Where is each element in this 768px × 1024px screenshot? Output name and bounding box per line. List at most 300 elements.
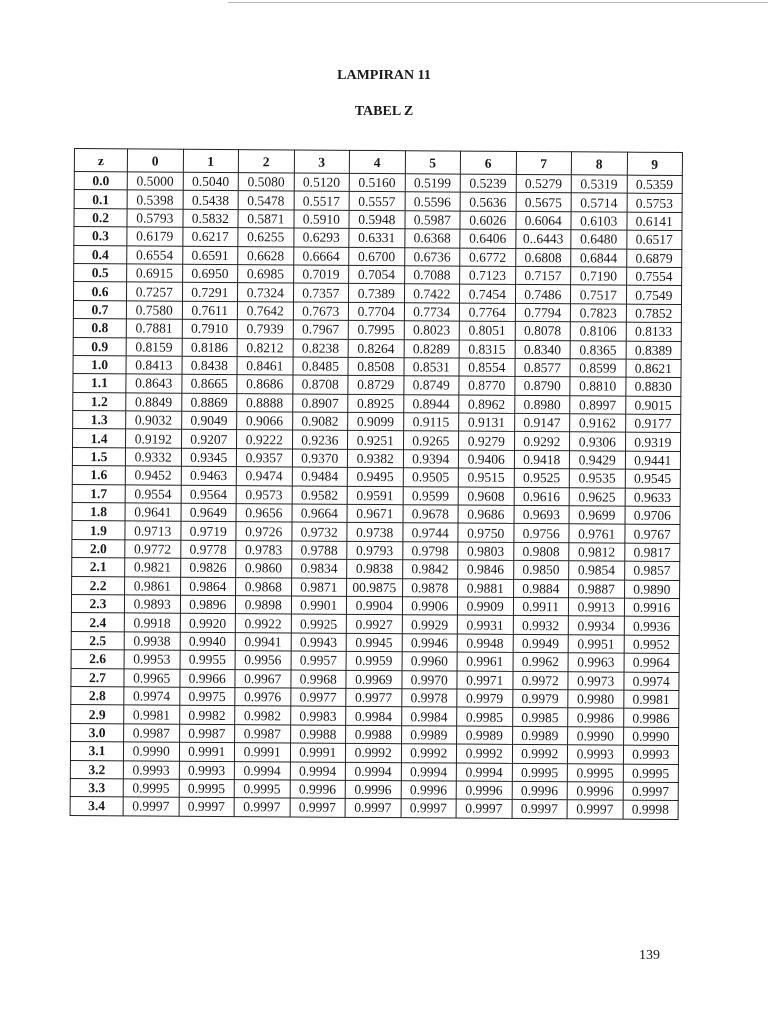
probability-cell: 0.9292 — [514, 432, 570, 451]
probability-cell: 0.9015 — [625, 396, 681, 415]
probability-cell: 0.6331 — [349, 228, 405, 247]
probability-cell: 0.9664 — [292, 504, 348, 523]
probability-cell: 0.9495 — [347, 468, 403, 487]
probability-cell: 0.9893 — [124, 595, 180, 614]
probability-cell: 0.8749 — [403, 376, 459, 395]
probability-cell: 0.9857 — [624, 561, 680, 580]
z-table — [70, 148, 683, 820]
probability-cell: 0.9846 — [458, 560, 514, 579]
probability-cell: 0.9991 — [290, 743, 346, 762]
probability-cell: 0.9864 — [180, 577, 236, 596]
probability-cell: 0.9988 — [346, 725, 402, 744]
probability-cell: 0.9968 — [290, 669, 346, 688]
probability-cell: 0.9871 — [291, 578, 347, 597]
probability-cell: 0.7823 — [570, 304, 626, 323]
z-value-cell: 1.1 — [73, 374, 126, 393]
probability-cell: 0.9997 — [623, 782, 679, 801]
probability-cell: 0.9977 — [290, 688, 346, 707]
probability-cell: 0.8133 — [626, 322, 682, 341]
probability-cell: 0.9963 — [568, 653, 624, 672]
table-title: TABEL Z — [354, 104, 414, 119]
probability-cell: 0.9955 — [180, 650, 236, 669]
table-body — [70, 172, 682, 820]
probability-cell: 0.5398 — [127, 190, 183, 209]
probability-cell: 0.9993 — [567, 745, 623, 764]
probability-cell: 0.9066 — [237, 412, 293, 431]
probability-cell: 0.9115 — [403, 413, 459, 432]
probability-cell: 0.9981 — [124, 705, 180, 724]
probability-cell: 0.9726 — [236, 522, 292, 541]
probability-cell: 0.9982 — [179, 706, 235, 725]
probability-cell: 0.8790 — [514, 377, 570, 396]
probability-cell: 0.9772 — [125, 540, 181, 559]
probability-cell: 0.6406 — [460, 229, 516, 248]
probability-cell: 0.9678 — [403, 505, 459, 524]
probability-cell: 0.9993 — [123, 760, 179, 779]
header-z: z — [74, 149, 127, 172]
probability-cell: 0.9909 — [457, 597, 513, 616]
probability-cell: 0.8708 — [292, 375, 348, 394]
probability-cell: 0.5753 — [627, 194, 683, 213]
probability-cell: 0.9633 — [625, 488, 681, 507]
header-col-1: 1 — [183, 149, 239, 172]
probability-cell: 0.9913 — [568, 598, 624, 617]
probability-cell: 0.9793 — [347, 541, 403, 560]
probability-cell: 0.8980 — [514, 395, 570, 414]
probability-cell: 0.9441 — [625, 451, 681, 470]
probability-cell: 0.9319 — [625, 433, 681, 452]
probability-cell: 0.9671 — [347, 504, 403, 523]
probability-cell: 0.9713 — [125, 521, 181, 540]
z-value-cell: 1.0 — [73, 355, 126, 374]
probability-cell: 0.9993 — [179, 761, 235, 780]
probability-cell: 0.8599 — [570, 359, 626, 378]
probability-cell: 0.9946 — [402, 633, 458, 652]
probability-cell: 0.9838 — [347, 560, 403, 579]
probability-cell: 0.9192 — [126, 429, 182, 448]
probability-cell: 0.8577 — [514, 358, 570, 377]
probability-cell: 0.9984 — [401, 707, 457, 726]
probability-cell: 0.9177 — [625, 414, 681, 433]
probability-cell: 0.5040 — [183, 172, 239, 191]
probability-cell: 0.6517 — [626, 230, 682, 249]
probability-cell: 0.9803 — [458, 542, 514, 561]
probability-cell: 0.5239 — [460, 174, 516, 193]
probability-cell: 0.8997 — [570, 395, 626, 414]
probability-cell: 0.6554 — [127, 245, 183, 264]
probability-cell: 0.8830 — [625, 377, 681, 396]
probability-cell: 0.7190 — [571, 267, 627, 286]
probability-cell: 0.9850 — [513, 561, 569, 580]
probability-cell: 0.9918 — [124, 613, 180, 632]
probability-cell: 0.9854 — [569, 561, 625, 580]
z-value-cell: 3.0 — [71, 723, 124, 742]
probability-cell: 0.6879 — [626, 249, 682, 268]
z-value-cell: 3.3 — [70, 778, 123, 797]
probability-cell: 0.9878 — [402, 578, 458, 597]
probability-cell: 0.8365 — [570, 340, 626, 359]
probability-cell: 0.9959 — [346, 651, 402, 670]
probability-cell: 0.8315 — [459, 340, 515, 359]
probability-cell: 0.8186 — [182, 338, 238, 357]
probability-cell: 0.9920 — [180, 614, 236, 633]
probability-cell: 0.5596 — [405, 192, 461, 211]
probability-cell: 0.8665 — [181, 375, 237, 394]
probability-cell: 0.9994 — [234, 761, 290, 780]
probability-cell: 0.9625 — [569, 487, 625, 506]
probability-cell: 0.7910 — [182, 319, 238, 338]
header-col-3: 3 — [294, 150, 350, 173]
probability-cell: 0.9996 — [401, 781, 457, 800]
probability-cell: 0.9916 — [624, 598, 680, 617]
scan-top-edge — [228, 2, 768, 3]
probability-cell: 0.8289 — [404, 339, 460, 358]
z-value-cell: 0.1 — [74, 190, 127, 209]
probability-cell: 0.9987 — [179, 724, 235, 743]
probability-cell: 0.5636 — [460, 192, 516, 211]
probability-cell: 0.9484 — [292, 467, 348, 486]
probability-cell: 0.5000 — [127, 172, 183, 191]
probability-cell: 0.8621 — [625, 359, 681, 378]
page-number: 139 — [639, 948, 660, 963]
probability-cell: 0.7257 — [126, 282, 182, 301]
probability-cell: 0.9957 — [291, 651, 347, 670]
z-value-cell: 1.4 — [73, 429, 126, 448]
probability-cell: 0.6480 — [571, 230, 627, 249]
probability-cell: 0.5279 — [516, 174, 572, 193]
probability-cell: 0.9207 — [181, 430, 237, 449]
probability-cell: 0.9778 — [180, 540, 236, 559]
probability-cell: 0.5793 — [127, 209, 183, 228]
z-value-cell: 3.2 — [70, 760, 123, 779]
probability-cell: 0.7967 — [293, 320, 349, 339]
z-value-cell: 1.2 — [73, 392, 126, 411]
probability-cell: 0.9997 — [290, 798, 346, 817]
probability-cell: 0.9992 — [401, 744, 457, 763]
probability-cell: 0.9989 — [457, 726, 513, 745]
probability-cell: 0.6985 — [238, 265, 294, 284]
probability-cell: 0.9991 — [179, 742, 235, 761]
probability-cell: 0.7881 — [126, 319, 182, 338]
probability-cell: 0.9821 — [125, 558, 181, 577]
probability-cell: 0.9986 — [568, 708, 624, 727]
probability-cell: 0.9982 — [235, 706, 291, 725]
probability-cell: 0.9984 — [346, 707, 402, 726]
probability-cell: 0.9788 — [291, 541, 347, 560]
z-value-cell: 3.1 — [70, 742, 123, 761]
probability-cell: 00.9875 — [347, 578, 403, 597]
probability-cell: 0.8078 — [515, 322, 571, 341]
probability-cell: 0.6844 — [571, 248, 627, 267]
probability-cell: 0.9993 — [623, 745, 679, 764]
probability-cell: 0.9394 — [403, 450, 459, 469]
z-value-cell: 1.9 — [72, 521, 125, 540]
probability-cell: 0.9932 — [513, 616, 569, 635]
probability-cell: 0.9992 — [512, 745, 568, 764]
probability-cell: 0.9505 — [403, 468, 459, 487]
probability-cell: 0.9995 — [512, 763, 568, 782]
probability-cell: 0.9861 — [125, 576, 181, 595]
z-value-cell: 0.3 — [74, 227, 127, 246]
probability-cell: 0.9798 — [402, 541, 458, 560]
probability-cell: 0.6217 — [182, 227, 238, 246]
probability-cell: 0.7554 — [626, 267, 682, 286]
probability-cell: 0.9951 — [568, 635, 624, 654]
probability-cell: 0.7517 — [570, 285, 626, 304]
probability-cell: 0.9995 — [179, 779, 235, 798]
probability-cell: 0.9357 — [236, 448, 292, 467]
probability-cell: 0.9649 — [181, 503, 237, 522]
probability-cell: 0.6772 — [460, 248, 516, 267]
appendix-heading: LAMPIRAN 11 — [337, 68, 431, 83]
probability-cell: 0.9994 — [290, 761, 346, 780]
probability-cell: 0.9987 — [124, 724, 180, 743]
probability-cell: 0.9952 — [624, 635, 680, 654]
probability-cell: 0.9898 — [235, 596, 291, 615]
z-value-cell: 2.1 — [72, 558, 125, 577]
probability-cell: 0.8413 — [126, 356, 182, 375]
probability-cell: 0.9332 — [125, 448, 181, 467]
z-value-cell: 3.4 — [70, 797, 123, 816]
z-value-cell: 2.0 — [72, 539, 125, 558]
probability-cell: 0.9738 — [347, 523, 403, 542]
probability-cell: 0.9970 — [401, 670, 457, 689]
probability-cell: 0.9236 — [292, 430, 348, 449]
probability-cell: 0.9992 — [456, 744, 512, 763]
probability-cell: 0.9997 — [567, 800, 623, 819]
probability-cell: 0.9761 — [569, 524, 625, 543]
probability-cell: 0.9978 — [401, 689, 457, 708]
probability-cell: 0.9941 — [235, 632, 291, 651]
probability-cell: 0.9406 — [458, 450, 514, 469]
probability-cell: 0.9582 — [292, 486, 348, 505]
probability-cell: 0.6628 — [238, 246, 294, 265]
probability-cell: 0.8264 — [348, 339, 404, 358]
probability-cell: 0.6591 — [182, 246, 238, 265]
probability-cell: 0.9990 — [568, 727, 624, 746]
probability-cell: 0.9554 — [125, 484, 181, 503]
probability-cell: 0.9911 — [513, 597, 569, 616]
probability-cell: 0.9997 — [123, 797, 179, 816]
z-value-cell: 0.6 — [73, 282, 126, 301]
probability-cell: 0.9987 — [235, 724, 291, 743]
probability-cell: 0.9996 — [290, 780, 346, 799]
probability-cell: 0.9973 — [568, 671, 624, 690]
probability-cell: 0.5987 — [404, 210, 460, 229]
probability-cell: 0.8051 — [459, 321, 515, 340]
probability-cell: 0.6368 — [404, 229, 460, 248]
probability-cell: 0.6700 — [349, 247, 405, 266]
probability-cell: 0.8238 — [293, 338, 349, 357]
probability-cell: 0.8869 — [181, 393, 237, 412]
probability-cell: 0.9535 — [569, 469, 625, 488]
probability-cell: 0.9996 — [512, 781, 568, 800]
probability-cell: 0.5517 — [294, 191, 350, 210]
probability-cell: 0.9989 — [401, 725, 457, 744]
z-value-cell: 0.4 — [74, 245, 127, 264]
probability-cell: 0.7995 — [348, 320, 404, 339]
probability-cell: 0.8389 — [626, 341, 682, 360]
z-value-cell: 2.9 — [71, 705, 124, 724]
probability-cell: 0.7642 — [237, 301, 293, 320]
probability-cell: 0.5319 — [571, 175, 627, 194]
probability-cell: 0.5160 — [349, 173, 405, 192]
probability-cell: 0.8729 — [348, 376, 404, 395]
probability-cell: 0.9995 — [234, 779, 290, 798]
probability-cell: 0.9082 — [292, 412, 348, 431]
probability-cell: 0.9418 — [514, 450, 570, 469]
probability-cell: 0.9049 — [181, 411, 237, 430]
probability-cell: 0.5359 — [627, 175, 683, 194]
z-value-cell: 2.7 — [71, 668, 124, 687]
probability-cell: 0.9976 — [235, 688, 291, 707]
z-value-cell: 0.2 — [74, 208, 127, 227]
probability-cell: 0.8554 — [459, 358, 515, 377]
z-value-cell: 2.3 — [71, 594, 124, 613]
probability-cell: 0.9998 — [623, 800, 679, 819]
probability-cell: 0.9834 — [291, 559, 347, 578]
probability-cell: 0.9996 — [567, 782, 623, 801]
z-value-cell: 2.6 — [71, 650, 124, 669]
probability-cell: 0.7019 — [293, 265, 349, 284]
probability-cell: 0.7454 — [459, 284, 515, 303]
probability-cell: 0.9608 — [458, 487, 514, 506]
probability-cell: 0.9979 — [512, 689, 568, 708]
probability-cell: 0.9306 — [570, 432, 626, 451]
probability-cell: 0.9616 — [514, 487, 570, 506]
probability-cell: 0.7939 — [237, 320, 293, 339]
probability-cell: 0.9977 — [346, 688, 402, 707]
probability-cell: 0.9474 — [236, 467, 292, 486]
header-col-7: 7 — [516, 151, 572, 174]
probability-cell: 0.8212 — [237, 338, 293, 357]
probability-cell: 0.7157 — [515, 266, 571, 285]
probability-cell: 0.8106 — [570, 322, 626, 341]
probability-cell: 0.9922 — [235, 614, 291, 633]
probability-cell: 0.9693 — [514, 505, 570, 524]
header-col-0: 0 — [127, 149, 183, 172]
z-value-cell: 1.8 — [72, 503, 125, 522]
probability-cell: 0.9545 — [625, 469, 681, 488]
probability-cell: 0.8023 — [404, 321, 460, 340]
probability-cell: 0.6950 — [182, 264, 238, 283]
probability-cell: 0.7611 — [182, 301, 238, 320]
probability-cell: 0.9995 — [567, 763, 623, 782]
probability-cell: 0.9953 — [124, 650, 180, 669]
probability-cell: 0.9967 — [235, 669, 291, 688]
probability-cell: 0.9641 — [125, 503, 181, 522]
probability-cell: 0.8962 — [459, 395, 515, 414]
probability-cell: 0.8944 — [403, 394, 459, 413]
probability-cell: 0.9099 — [348, 412, 404, 431]
probability-cell: 0.9906 — [402, 597, 458, 616]
probability-cell: 0.7486 — [515, 285, 571, 304]
header-col-6: 6 — [460, 151, 516, 174]
probability-cell: 0.8438 — [182, 356, 238, 375]
probability-cell: 0.5199 — [405, 174, 461, 193]
probability-cell: 0.7764 — [459, 303, 515, 322]
probability-cell: 0.9699 — [569, 506, 625, 525]
probability-cell: 0.8508 — [348, 357, 404, 376]
probability-cell: 0.9997 — [401, 799, 457, 818]
probability-cell: 0.9251 — [348, 431, 404, 450]
probability-cell: 0.9515 — [458, 468, 514, 487]
probability-cell: 0.9732 — [291, 522, 347, 541]
probability-cell: 0.9997 — [512, 800, 568, 819]
probability-cell: 0.6664 — [293, 247, 349, 266]
probability-cell: 0.9452 — [125, 466, 181, 485]
probability-cell: 0.9997 — [456, 799, 512, 818]
probability-cell: 0.6179 — [127, 227, 183, 246]
probability-cell: 0.5675 — [516, 193, 572, 212]
probability-cell: 0.9904 — [346, 596, 402, 615]
probability-cell: 0.9996 — [456, 781, 512, 800]
probability-cell: 0.9890 — [624, 580, 680, 599]
probability-cell: 0.9826 — [180, 558, 236, 577]
probability-cell: 0..6443 — [515, 230, 571, 249]
probability-cell: 0.9940 — [180, 632, 236, 651]
probability-cell: 0.9868 — [236, 577, 292, 596]
probability-cell: 0.9964 — [624, 653, 680, 672]
probability-cell: 0.5120 — [294, 173, 350, 192]
probability-cell: 0.9706 — [625, 506, 681, 525]
probability-cell: 0.6103 — [571, 212, 627, 231]
probability-cell: 0.5557 — [349, 192, 405, 211]
z-value-cell: 2.5 — [71, 631, 124, 650]
probability-cell: 0.9979 — [457, 689, 513, 708]
probability-cell: 0.7357 — [293, 283, 349, 302]
probability-cell: 0.7734 — [404, 302, 460, 321]
probability-cell: 0.7704 — [348, 302, 404, 321]
probability-cell: 0.9994 — [345, 762, 401, 781]
probability-cell: 0.6255 — [238, 228, 294, 247]
probability-cell: 0.7794 — [515, 303, 571, 322]
probability-cell: 0.9996 — [345, 780, 401, 799]
probability-cell: 0.9974 — [124, 687, 180, 706]
probability-cell: 0.9962 — [513, 653, 569, 672]
probability-cell: 0.9975 — [179, 687, 235, 706]
probability-cell: 0.9986 — [623, 708, 679, 727]
probability-cell: 0.9887 — [569, 579, 625, 598]
probability-cell: 0.9934 — [568, 616, 624, 635]
probability-cell: 0.9767 — [624, 525, 680, 544]
probability-cell: 0.9817 — [624, 543, 680, 562]
probability-cell: 0.8770 — [459, 376, 515, 395]
probability-cell: 0.9429 — [569, 451, 625, 470]
z-value-cell: 2.8 — [71, 686, 124, 705]
probability-cell: 0.9901 — [291, 596, 347, 615]
probability-cell: 0.8461 — [237, 356, 293, 375]
probability-cell: 0.9972 — [512, 671, 568, 690]
probability-cell: 0.9750 — [458, 523, 514, 542]
probability-cell: 0.9929 — [402, 615, 458, 634]
probability-cell: 0.9591 — [347, 486, 403, 505]
header-col-9: 9 — [627, 152, 683, 175]
probability-cell: 0.8159 — [126, 337, 182, 356]
probability-cell: 0.6808 — [515, 248, 571, 267]
probability-cell: 0.9981 — [623, 690, 679, 709]
probability-cell: 0.9808 — [513, 542, 569, 561]
probability-cell: 0.9994 — [401, 762, 457, 781]
probability-cell: 0.9992 — [345, 743, 401, 762]
probability-cell: 0.9936 — [624, 617, 680, 636]
probability-cell: 0.5438 — [183, 191, 239, 210]
probability-cell: 0.9945 — [346, 633, 402, 652]
header-col-8: 8 — [571, 152, 627, 175]
probability-cell: 0.6293 — [293, 228, 349, 247]
probability-cell: 0.5910 — [293, 210, 349, 229]
probability-cell: 0.9997 — [234, 798, 290, 817]
